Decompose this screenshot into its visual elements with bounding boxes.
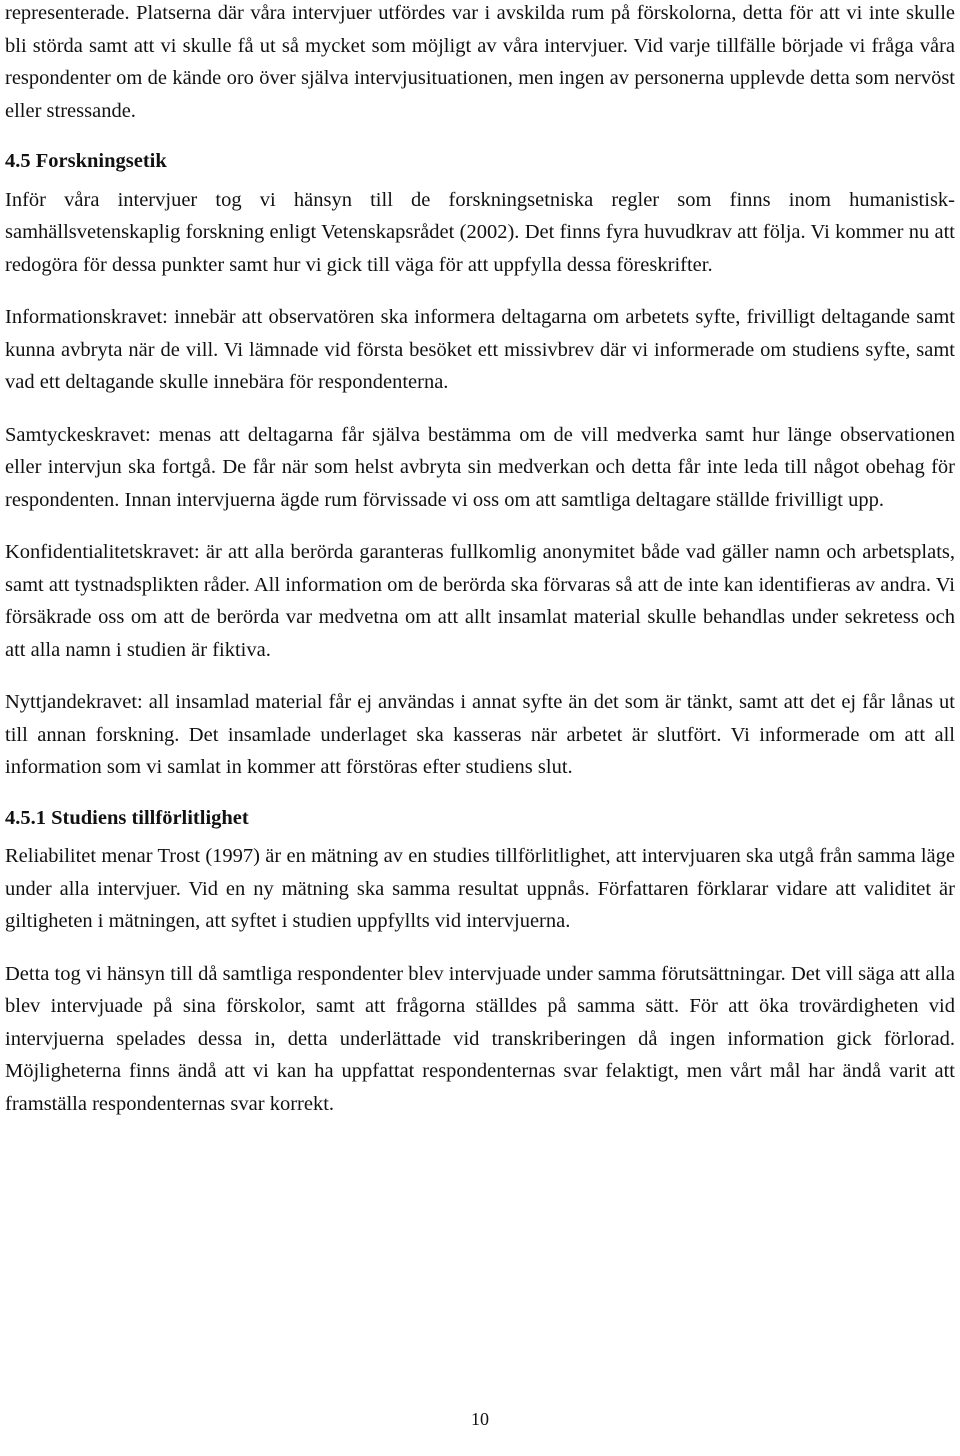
page-number: 10 (471, 1409, 489, 1429)
subsection-heading: 4.5.1 Studiens tillförlitlighet (5, 806, 249, 829)
reliability-paragraph: Reliabilitet menar Trost (1997) är en mätning av en studies tillförlitlighet, att intervjuaren ska utgå från samma läge under alla intervjuer. Vid en ny mätning ska samma resultat uppnås. Författaren förklarar vidare att validitet är giltigheten i mätningen, att syftet i studien uppfyllts vid intervjuerna. (5, 845, 955, 932)
ethics-intro-paragraph: Inför våra intervjuer tog vi hänsyn till de forskningsetniska regler som finns inom humanistisk-samhällsvetenskaplig forskning enligt Vetenskapsrådet (2002). Det finns fyra huvudkrav att följa. Vi kommer nu att redogöra för dessa punkter samt hur vi gick till väga för att uppfylla dessa föreskrifter. (5, 188, 955, 276)
credibility-paragraph: Detta tog vi hänsyn till då samtliga respondenter blev intervjuade under samma förutsättningar. Det vill säga att alla blev intervjuade på sina förskolor, samt att frågorna ställdes på samma sätt. För att öka trovärdigheten vid intervjuerna spelades dessa in, detta underlättade vid transkriberingen då ingen information gick förlorad. Möjligheterna finns ändå att vi kan ha uppfattat respondenternas svar felaktigt, men vårt mål har ändå varit att framställa respondenternas svar korrekt. (5, 962, 955, 1115)
confidentiality-requirement-paragraph: Konfidentialitetskravet: är att alla berörda garanteras fullkomlig anonymitet både vad gäller namn och arbetsplats, samt att tystnadsplikten råder. All information om de berörda ska förvaras så att de inte kan identifieras av andra. Vi försäkrade oss om att de berörda var medvetna om att allt insamlat material skulle behandlas under sekretess och att alla namn i studien är fiktiva. (5, 541, 955, 661)
consent-requirement-paragraph: Samtyckeskravet: menas att deltagarna får själva bestämma om de vill medverka samt hur länge observationen eller intervjun ska fortgå. De får när som helst avbryta sin medverkan och detta får inte leda till något obehag för respondenten. Innan intervjuerna ägde rum förvissade vi oss om att samtliga deltagare ställde frivilligt upp. (5, 423, 955, 511)
section-heading: 4.5 Forskningsetik (5, 150, 167, 172)
information-requirement-paragraph: Informationskravet: innebär att observatören ska informera deltagarna om arbetets syfte, frivilligt deltagande samt kunna avbryta när de vill. Vi lämnade vid första besöket ett missivbrev där vi informerade om studiens syfte, samt vad ett deltagande skulle innebära för respondenterna. (5, 306, 955, 393)
use-requirement-paragraph: Nyttjandekravet: all insamlad material får ej användas i annat syfte än det som är tänkt, samt att det ej får lånas ut till annan forskning. Det insamlade underlaget ska kasseras när arbetet är slutfört. Vi informerade om att all information som vi samlat in kommer att förstöras efter studiens slut. (5, 691, 955, 778)
intro-paragraph: representerade. Platserna där våra intervjuer utfördes var i avskilda rum på förskolorna, detta för att vi inte skulle bli störda samt att vi skulle få ut så mycket som möjligt av våra intervjuer. Vid varje tillfälle började vi fråga våra respondenter om de kände oro över själva intervjusituationen, men ingen av personerna upplevde detta som nervöst eller stressande. (5, 2, 955, 122)
document-page (5, 0, 955, 1120)
